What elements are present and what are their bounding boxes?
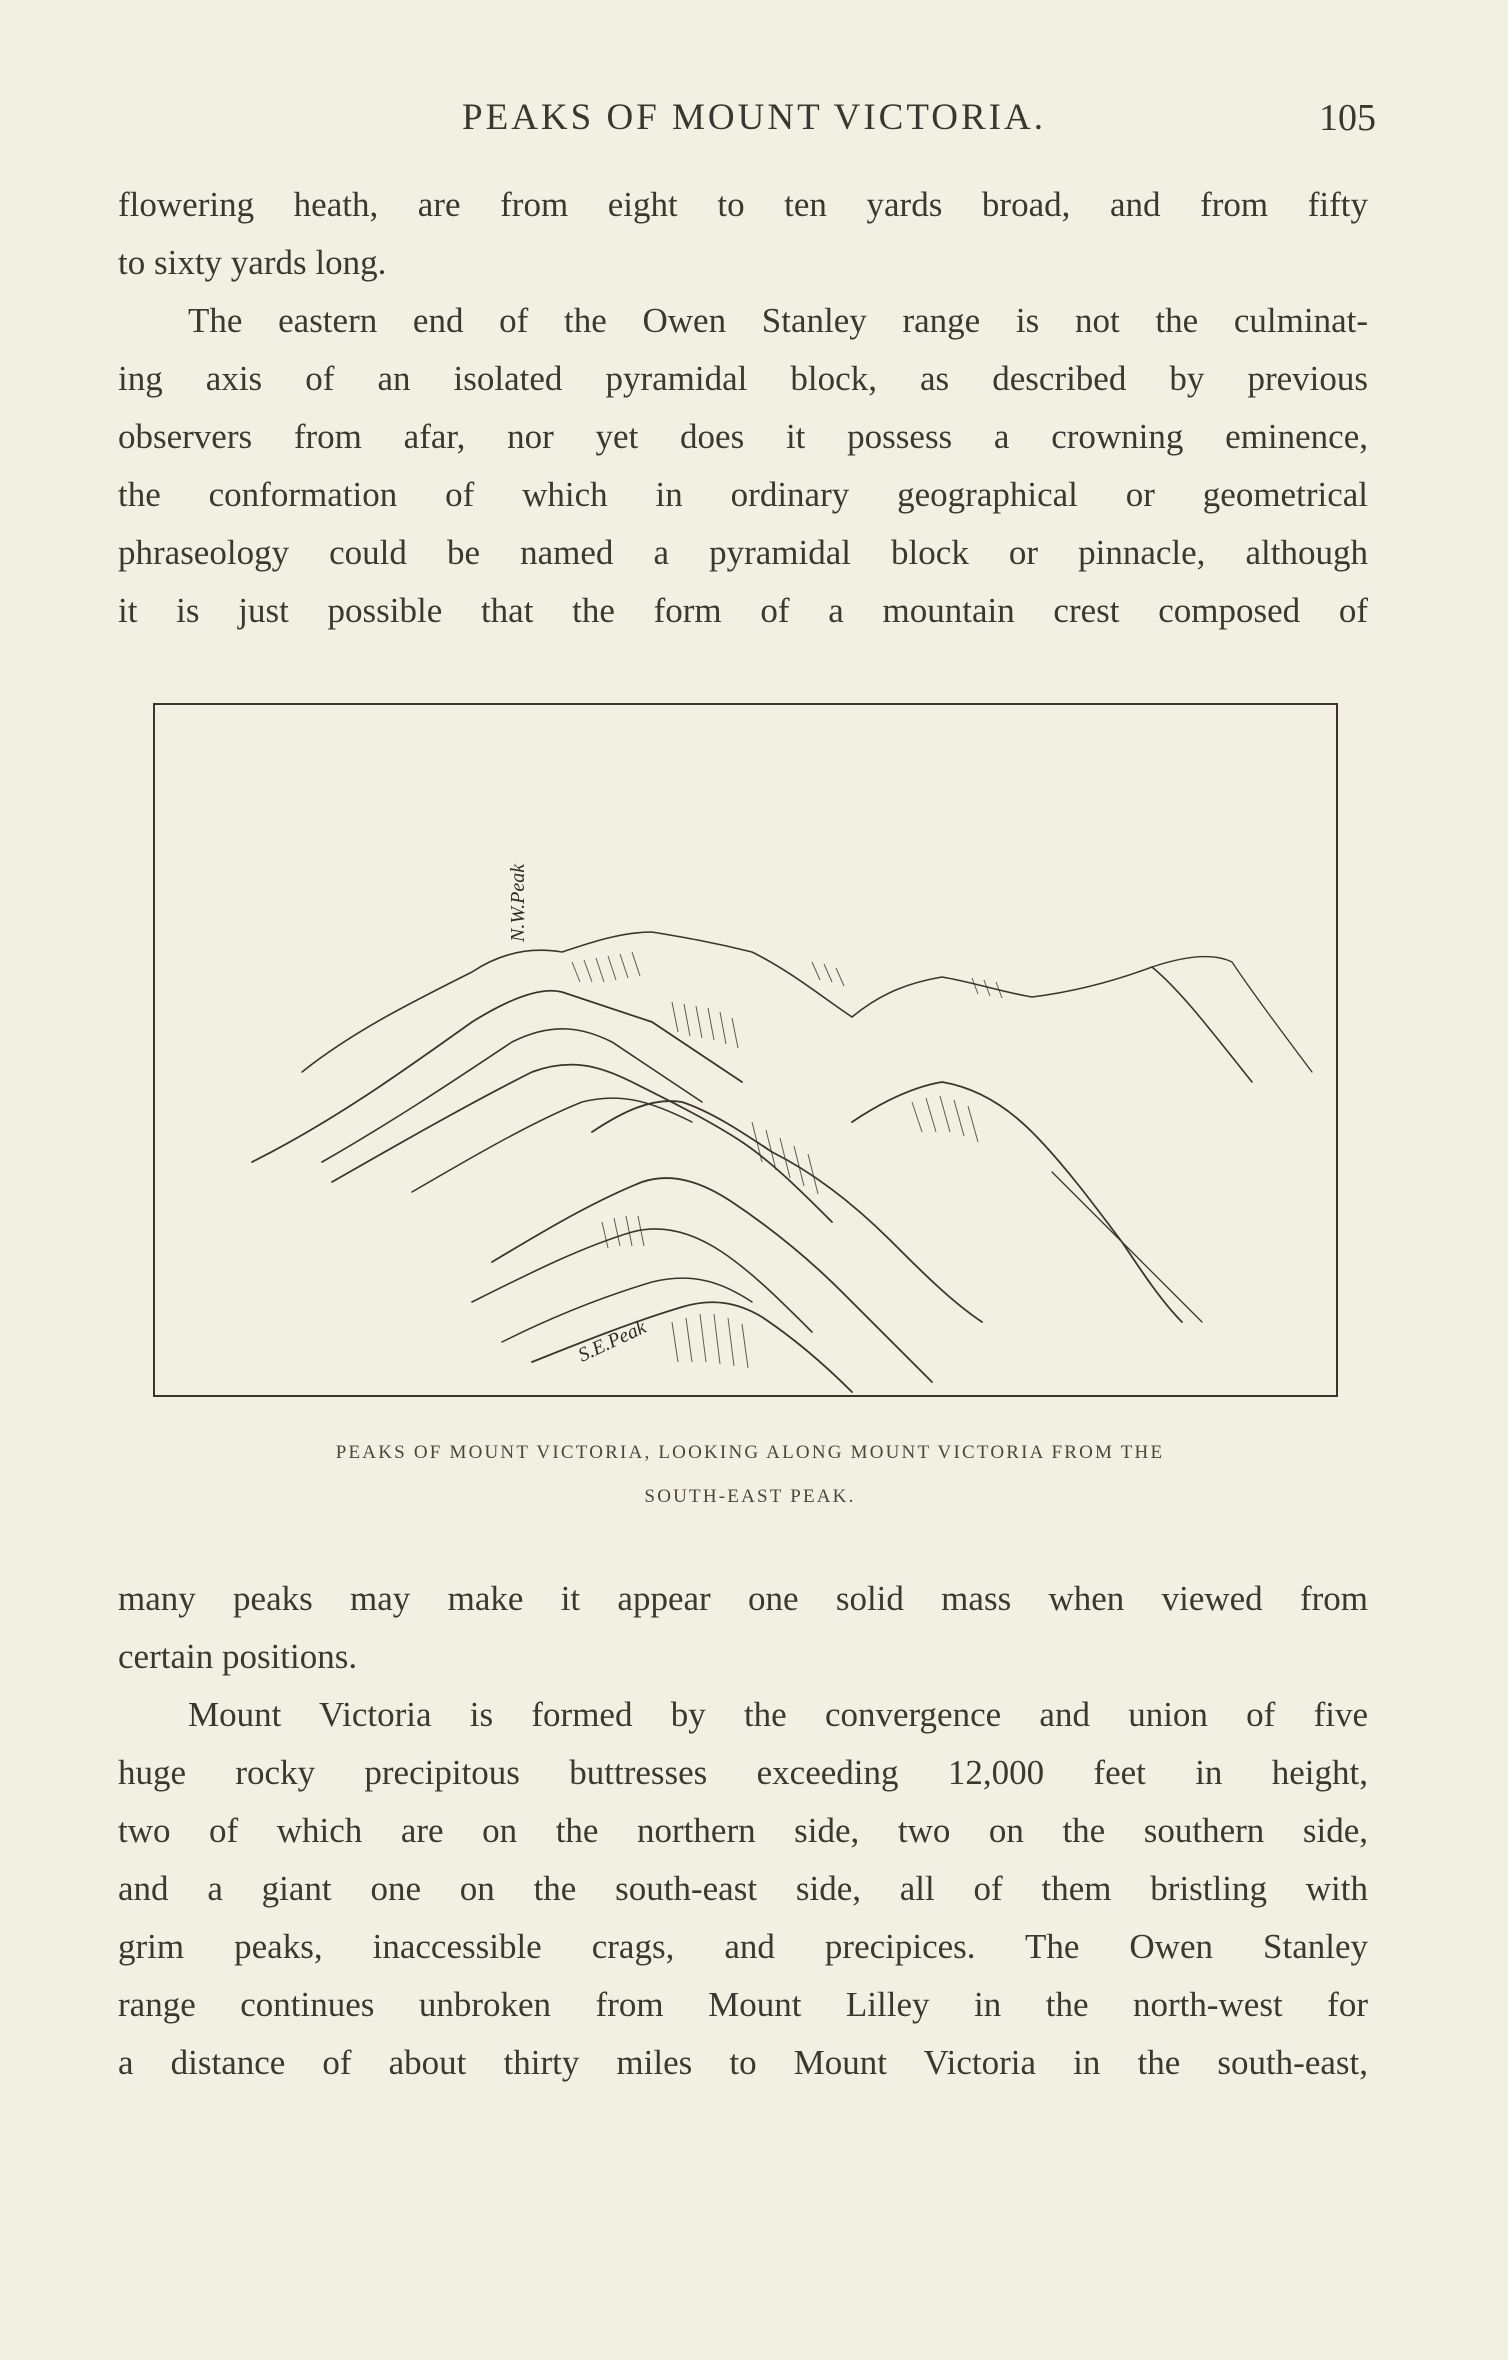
text-line: range continues unbroken from Mount Lilley in the north-west for: [118, 1985, 1368, 2024]
figure-caption-line-2: SOUTH-EAST PEAK.: [644, 1486, 856, 1507]
page-number: 105: [1319, 97, 1376, 139]
mountain-illustration: [152, 702, 1339, 1398]
mountain-ridges: [252, 932, 1312, 1392]
text-line: huge rocky precipitous buttresses exceeding 12,000 feet in height,: [118, 1753, 1368, 1792]
text-line: flowering heath, are from eight to ten yards broad, and from fifty: [118, 185, 1368, 224]
text-line: many peaks may make it appear one solid mass when viewed from: [118, 1579, 1368, 1618]
text-line: a distance of about thirty miles to Mount Victoria in the south-east,: [118, 2043, 1368, 2082]
text-line: Mount Victoria is formed by the convergence and union of five: [188, 1695, 1368, 1734]
nw-peak-label: N.W.Peak: [507, 863, 529, 942]
text-line: certain positions.: [118, 1637, 358, 1676]
text-line: ing axis of an isolated pyramidal block, as described by previous: [118, 359, 1368, 398]
text-line: observers from afar, nor yet does it possess a crowning eminence,: [118, 417, 1368, 456]
text-line: grim peaks, inaccessible crags, and precipices. The Owen Stanley: [118, 1927, 1368, 1966]
text-line: it is just possible that the form of a mountain crest composed of: [118, 591, 1368, 630]
engraving-svg: [152, 702, 1339, 1398]
running-title: PEAKS OF MOUNT VICTORIA.: [462, 97, 1046, 138]
text-line: the conformation of which in ordinary geographical or geometrical: [118, 475, 1368, 514]
text-line: to sixty yards long.: [118, 243, 387, 282]
se-peak-label: S.E.Peak: [574, 1316, 650, 1367]
text-line: two of which are on the northern side, two on the southern side,: [118, 1811, 1368, 1850]
paragraph-before-figure: [118, 176, 1368, 640]
figure-caption-line-1: PEAKS OF MOUNT VICTORIA, LOOKING ALONG MOUNT VICTORIA FROM THE: [335, 1442, 1165, 1463]
text-line: The eastern end of the Owen Stanley range is not the culminat-: [188, 301, 1368, 340]
paragraph-after-figure: [118, 1570, 1368, 2092]
running-head: [0, 96, 1508, 146]
text-line: phraseology could be named a pyramidal block or pinnacle, although: [118, 533, 1368, 572]
text-line: and a giant one on the south-east side, all of them bristling with: [118, 1869, 1368, 1908]
